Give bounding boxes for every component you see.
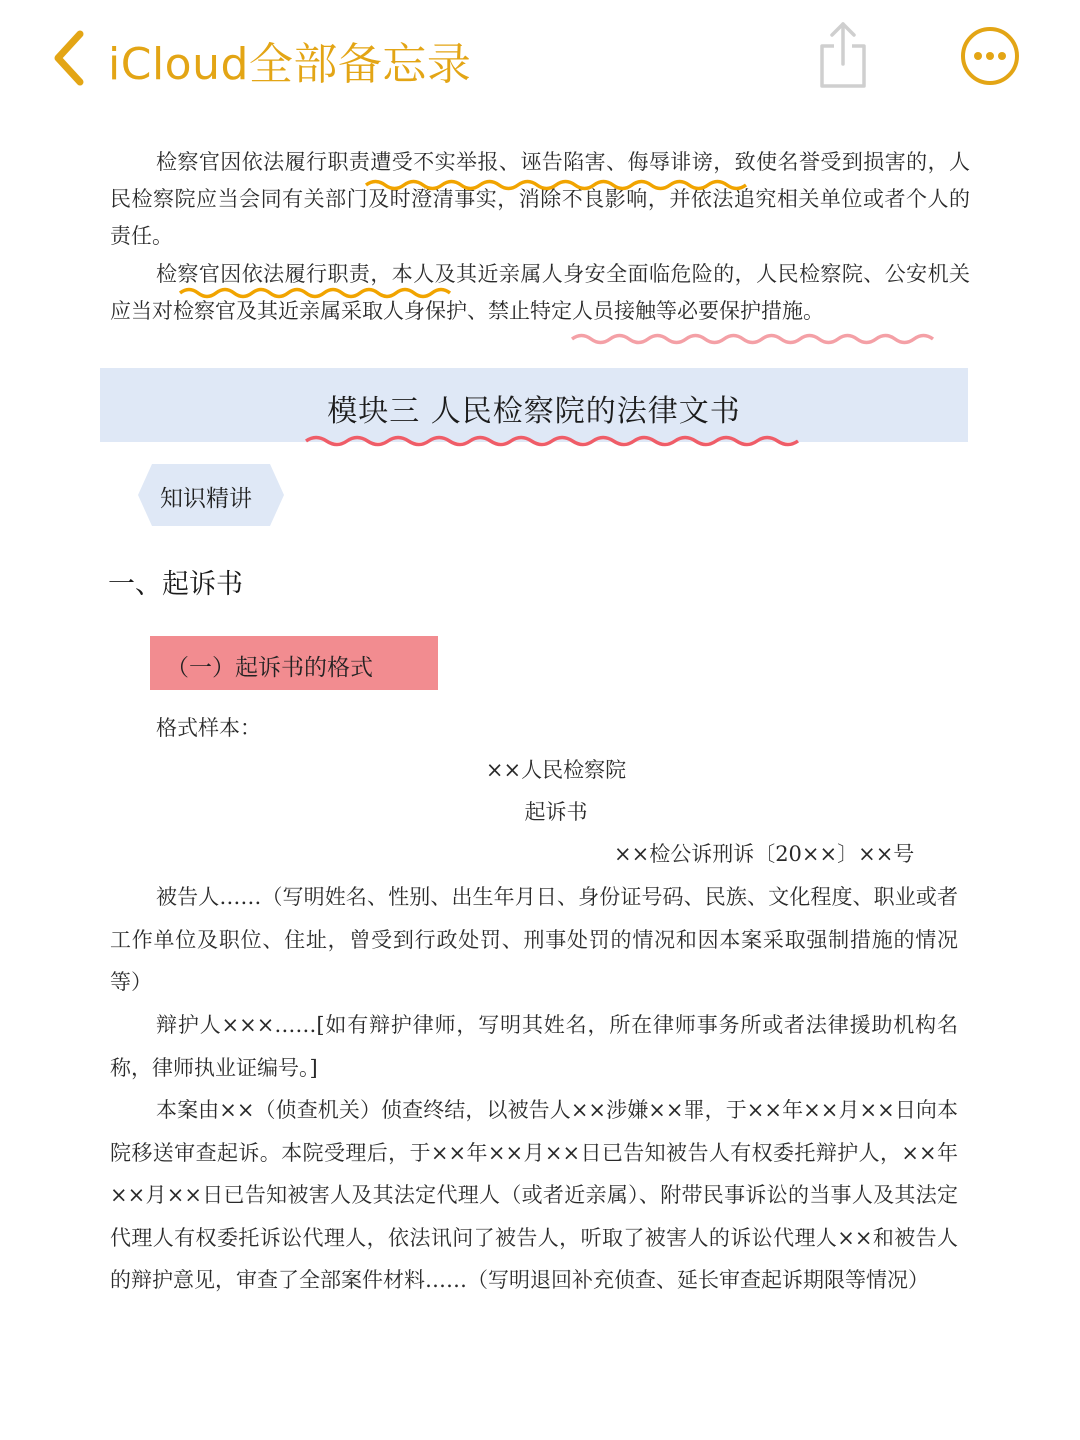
paragraph-personal-safety: 检察官因依法履行职责，本人及其近亲属人身安全面临危险的，人民检察院、公安机关应当对检察官及其近亲属采取人身保护、禁止特定人员接触等必要保护措施。: [110, 262, 970, 323]
knowledge-tag: [138, 464, 284, 526]
underline-squiggle-orange: [366, 178, 746, 192]
underline-squiggle-orange: [180, 286, 450, 300]
template-case-paragraph: 本案由××（侦查机关）侦查终结，以被告人××涉嫌××罪，于××年××月××日向本院移送审查起诉。本院受理后，于××年××月××日已告知被告人有权委托辩护人，××年××月××日已告知被害人及其法定代理人（或者近亲属）、附带民事诉讼的当事人及其法定代理人有权委托诉讼代理人，依法讯问了被告人，听取了被害人的诉讼代理人××和被告人的辩护意见，审查了全部案件材料……（写明退回补充侦查、延长审查起诉期限等情况）: [110, 1098, 958, 1292]
template-defender-paragraph: 辩护人×××……[如有辩护律师，写明其姓名，所在律师事务所或者法律援助机构名称，律师执业证编号。]: [110, 1013, 958, 1080]
knowledge-tag-label: 知识精讲: [160, 486, 252, 512]
subsection-banner: [150, 636, 438, 690]
paragraph-reputation-protection: 检察官因依法履行职责遭受不实举报、诬告陷害、侮辱诽谤，致使名誉受到损害的，人民检察院应当会同有关部门及时澄清事实，消除不良影响，并依法追究相关单位或者个人的责任。: [110, 150, 970, 248]
underline-squiggle-pink: [572, 332, 934, 346]
module-banner: [100, 368, 968, 442]
template-defendant-paragraph: 被告人……（写明姓名、性别、出生年月日、身份证号码、民族、文化程度、职业或者工作单位及职位、住址，曾受到行政处罚、刑事处罚的情况和因本案采取强制措施的情况等）: [110, 885, 958, 994]
subsection-heading: （一）起诉书的格式: [166, 655, 373, 681]
template-doc-number: ××检公诉刑诉〔20××〕××号: [614, 842, 915, 866]
format-sample-label: 格式样本：: [156, 716, 261, 740]
back-to-folder-label[interactable]: iCloud全部备忘录: [108, 39, 472, 90]
template-org-name: ××人民检察院: [485, 758, 627, 782]
section-heading: 一、起诉书: [108, 569, 243, 600]
underline-squiggle-red: [306, 434, 798, 448]
template-doc-type: 起诉书: [524, 800, 588, 824]
module-title: 模块三 人民检察院的法律文书: [327, 394, 741, 429]
